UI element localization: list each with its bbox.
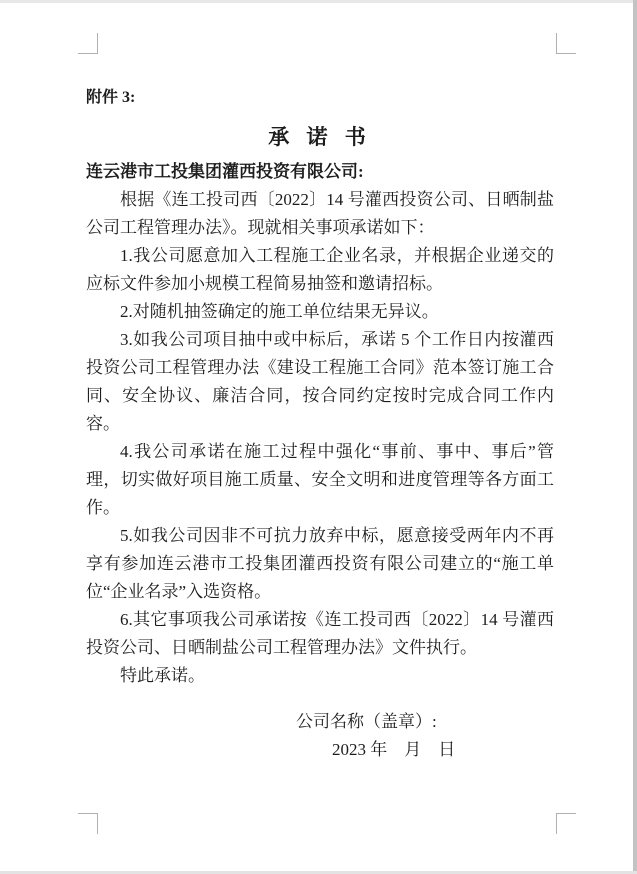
body-paragraph-intro: 根据《连工投司西〔2022〕14 号灌西投资公司、日晒制盐公司工程管理办法》。现就相关事项承诺如下：	[86, 190, 554, 237]
body-paragraph-item2: 2.对随机抽签确定的施工单位结果无异议。	[120, 302, 439, 321]
body-paragraph-item1: 1.我公司愿意加入工程施工企业名录，并根据企业递交的应标文件参加小规模工程简易抽签和邀请招标。	[86, 246, 554, 293]
addressee-line: 连云港市工投集团灌西投资有限公司:	[86, 162, 364, 181]
page-edge-right	[633, 0, 637, 874]
body-paragraph-item5: 5.如我公司因非不可抗力放弃中标，愿意接受两年内不再享有参加连云港市工投集团灌西投资有限公司建立的“施工单位“企业名录”入选资格。	[86, 526, 554, 601]
body-paragraph-closing: 特此承诺。	[120, 666, 205, 685]
crop-mark-top-left	[78, 33, 98, 54]
crop-mark-top-right	[556, 33, 576, 54]
document-content	[86, 88, 554, 764]
attachment-label: 附件 3:	[86, 89, 136, 106]
body-paragraph-item4: 4.我公司承诺在施工过程中强化“事前、事中、事后”管理，切实做好项目施工质量、安全文明和进度管理等各方面工作。	[86, 442, 554, 517]
body-paragraph-item6: 6.其它事项我公司承诺按《连工投司西〔2022〕14 号灌西投资公司、日晒制盐公司工程管理办法》文件执行。	[86, 610, 554, 657]
crop-mark-bottom-right	[556, 813, 576, 834]
page-edge-top	[0, 0, 637, 3]
body-paragraph-item3: 3.如我公司项目抽中或中标后，承诺 5 个工作日内按灌西投资公司工程管理办法《建设工程施工合同》范本签订施工合同、安全协议、廉洁合同，按合同约定按时完成合同工作内容。	[86, 330, 554, 433]
date-line: 2023 年 月 日	[332, 740, 456, 759]
crop-mark-bottom-left	[78, 813, 98, 834]
signature-block	[86, 708, 554, 764]
company-seal-line: 公司名称（盖章）:	[296, 712, 437, 731]
document-title: 承 诺 书	[268, 125, 372, 149]
